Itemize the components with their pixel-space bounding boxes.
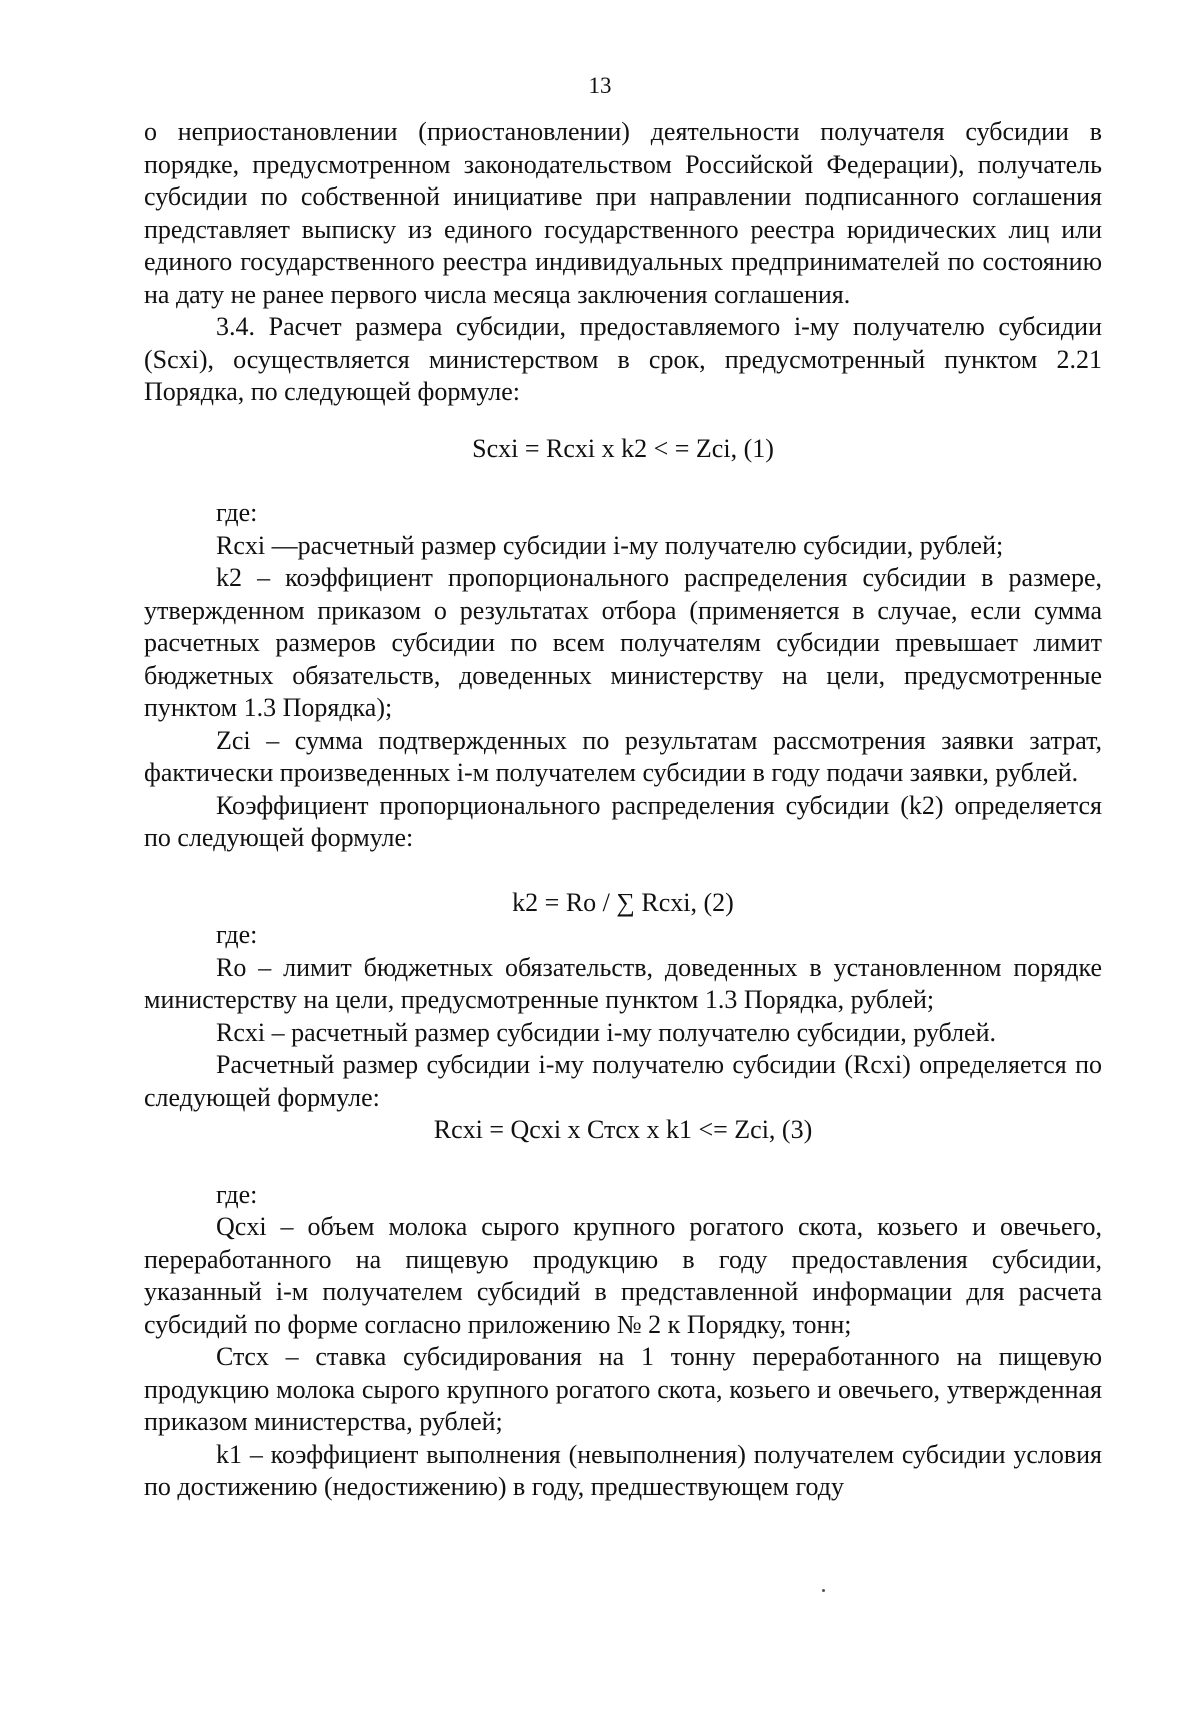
definition-ro: Ro – лимит бюджетных обязательств, доведенных в установленном порядке министерству на цели, предусмотренные пунктом 1.3 Порядка, рублей; — [144, 952, 1102, 1014]
definition-stcx: Стcx – ставка субсидирования на 1 тонну переработанного на пищевую продукцию молока сырого крупного рогатого скота, козьего и овечьего, утвержденная приказом министерства, рублей; — [144, 1342, 1102, 1436]
formula-1: Scxi = Rcxi x k2 < = Zci, (1) — [472, 433, 774, 463]
formula-3: Rcxi = Qcxi x Стcx x k1 <= Zci, (3) — [433, 1115, 813, 1144]
paragraph-continuation: о неприостановлении (приостановлении) деятельности получателя субсидии в порядке, предусмотренном законодательством Российской Федерации), получатель субсидии по собственной инициативе при направлении подписанного соглашения представляет выписку из единого государственного реестра юридических лиц или единого государственного реестра индивидуальных предпринимателей по состоянию на дату не ранее первого числа месяца заключения соглашения. — [144, 117, 1102, 309]
spacer — [144, 409, 1102, 433]
where-label-1: где: — [216, 498, 258, 527]
spacer — [144, 465, 1102, 497]
definition-k1: k1 – коэффициент выполнения (невыполнения) получателем субсидии условия по достижению (недостижению) в году, предшествующем году — [144, 1439, 1102, 1501]
scan-dot — [822, 1589, 825, 1592]
document-body — [144, 116, 1102, 1504]
definition-qcxi: Qcxi – объем молока сырого крупного рогатого скота, козьего и овечьего, переработанного на пищевую продукцию в году предоставления субсидии, указанный i-м получателем субсидий в представленной информации для расчета субсидий по форме согласно приложению № 2 к Порядку, тонн; — [144, 1212, 1102, 1339]
where-label-2: где: — [216, 920, 258, 949]
definition-k2: k2 – коэффициент пропорционального распределения субсидии в размере, утвержденном приказом о результатах отбора (применяется в случае, если сумма расчетных размеров субсидии по всем получателям субсидии превышает лимит бюджетных обязательств, доведенных министерству на цели, предусмотренные пунктом 1.3 Порядка); — [144, 563, 1102, 722]
where-label-3: где: — [216, 1179, 258, 1209]
definition-rcxi-1: Rcxi —расчетный размер субсидии i-му получателю субсидии, рублей; — [216, 530, 1004, 560]
spacer — [144, 855, 1102, 887]
definition-rcxi-2: Rcxi – расчетный размер субсидии i-му получателю субсидии, рублей. — [216, 1017, 997, 1047]
paragraph-rcxi-intro: Расчетный размер субсидии i-му получателю субсидии (Rcxi) определяется по следующей формуле: — [144, 1050, 1102, 1112]
definition-zci: Zci – сумма подтвержденных по результатам рассмотрения заявки затрат, фактически произведенных i-м получателем субсидии в году подачи заявки, рублей. — [144, 725, 1102, 787]
paragraph-section-3-4: 3.4. Расчет размера субсидии, предоставляемого i-му получателю субсидии (Scxi), осуществляется министерством в срок, предусмотренный пунктом 2.21 Порядка, по следующей формуле: — [144, 312, 1102, 406]
formula-2: k2 = Ro / ∑ Rcxi, (2) — [512, 887, 734, 917]
spacer — [144, 1147, 1102, 1179]
page-number: 13 — [588, 73, 612, 98]
paragraph-k2-intro: Коэффициент пропорционального распределения субсидии (k2) определяется по следующей формуле: — [144, 790, 1102, 852]
